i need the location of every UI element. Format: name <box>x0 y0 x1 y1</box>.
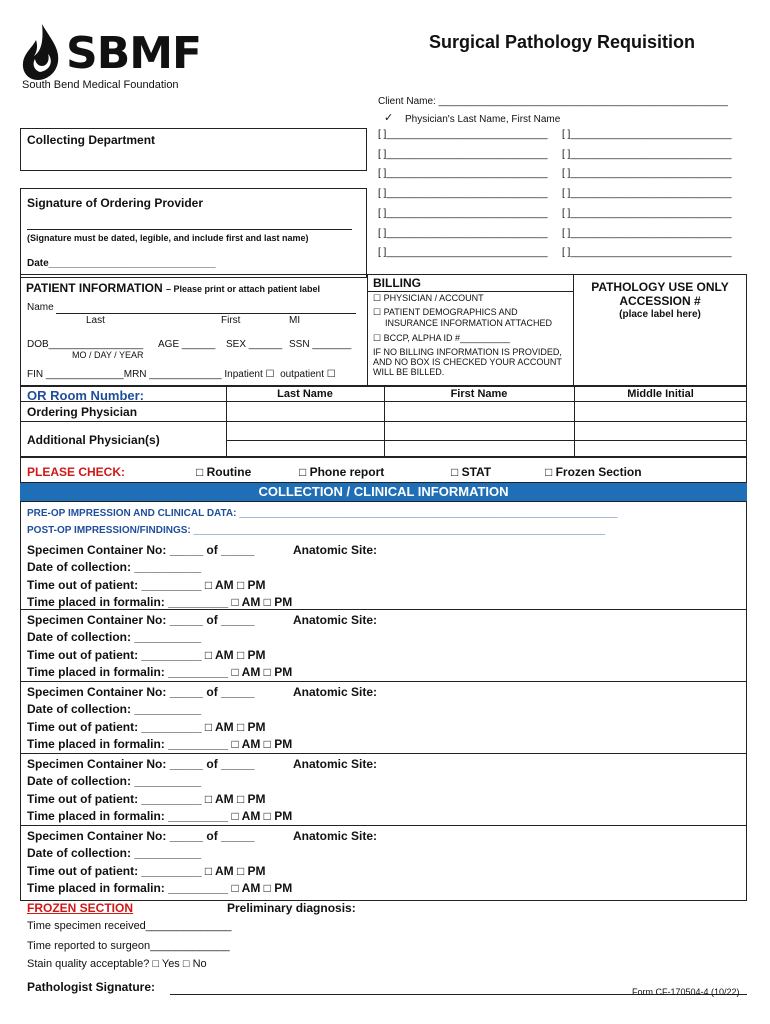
physician-entry-6-2[interactable]: [ ]_____________________________ <box>562 227 732 239</box>
or-room-field[interactable]: OR Room Number: <box>27 388 144 403</box>
page-title: Surgical Pathology Requisition <box>429 32 696 52</box>
name-first-label: First <box>221 315 241 326</box>
specimen-divider <box>20 753 747 754</box>
collection-banner: COLLECTION / CLINICAL INFORMATION <box>20 483 747 501</box>
physician-entry-7-2[interactable]: [ ]_____________________________ <box>562 247 732 259</box>
specimen-container-field-1[interactable]: Specimen Container No: _____ of _____ <box>27 543 255 557</box>
age-field[interactable]: AGE ______ <box>158 339 216 350</box>
signature-note: (Signature must be dated, legible, and include first and last name) <box>27 233 309 243</box>
signature-label: Signature of Ordering Provider <box>27 196 204 210</box>
anatomic-site-field-1[interactable]: Anatomic Site: <box>293 543 378 557</box>
formalin-time-field-4[interactable]: Time placed in formalin: _________ □ AM □ PM <box>27 809 293 823</box>
physician-entry-5-1[interactable]: [ ]_____________________________ <box>378 207 548 219</box>
frozen-section-heading: FROZEN SECTION <box>27 901 134 915</box>
collection-date-field-5[interactable]: Date of collection: __________ <box>27 846 202 860</box>
billing-heading: BILLING <box>373 276 421 290</box>
collecting-department-label: Collecting Department <box>27 133 156 147</box>
additional-physicians-label: Additional Physician(s) <box>27 433 160 447</box>
col-middle-initial: Middle Initial <box>627 388 694 400</box>
specimen-divider <box>20 609 747 610</box>
collection-date-field-4[interactable]: Date of collection: __________ <box>27 774 202 788</box>
specimen-container-field-4[interactable]: Specimen Container No: _____ of _____ <box>27 757 255 771</box>
fin-mrn-field[interactable]: FIN ______________MRN _____________ Inpatient ☐ outpatient ☐ <box>27 369 336 380</box>
form-id: Form CF-170504-4 (10/22) <box>632 987 740 997</box>
dob-format: MO / DAY / YEAR <box>72 350 144 360</box>
formalin-time-field-2[interactable]: Time placed in formalin: _________ □ AM □ PM <box>27 665 293 679</box>
time-received-field[interactable]: Time specimen received______________ <box>27 920 232 932</box>
collecting-department-box[interactable] <box>20 128 367 171</box>
time-reported-field[interactable]: Time reported to surgeon_____________ <box>27 940 230 952</box>
physician-entry-1-2[interactable]: [ ]_____________________________ <box>562 129 732 140</box>
anatomic-site-field-3[interactable]: Anatomic Site: <box>293 685 378 699</box>
phone-report-checkbox[interactable]: □ Phone report <box>299 465 385 479</box>
time-out-field-3[interactable]: Time out of patient: _________ □ AM □ PM <box>27 720 266 734</box>
physician-entry-6-1[interactable]: [ ]_____________________________ <box>378 227 548 239</box>
name-last-label: Last <box>86 315 105 326</box>
time-out-field-4[interactable]: Time out of patient: _________ □ AM □ PM <box>27 792 266 806</box>
ordering-physician-label: Ordering Physician <box>27 405 138 419</box>
col-first-name: First Name <box>450 388 508 400</box>
accession-heading: ACCESSION # <box>619 294 701 308</box>
physician-entry-1-1[interactable]: [ ]_____________________________ <box>378 129 548 140</box>
specimen-container-field-3[interactable]: Specimen Container No: _____ of _____ <box>27 685 255 699</box>
routine-checkbox[interactable]: □ Routine <box>196 465 252 479</box>
signature-date-field[interactable]: Date______________________________ <box>27 258 216 269</box>
anatomic-site-field-5[interactable]: Anatomic Site: <box>293 829 378 843</box>
time-out-field-2[interactable]: Time out of patient: _________ □ AM □ PM <box>27 648 266 662</box>
logo-wordmark: SBMF <box>66 28 202 79</box>
anatomic-site-field-2[interactable]: Anatomic Site: <box>293 613 378 627</box>
billing-patient-option[interactable]: ☐ PATIENT DEMOGRAPHICS AND <box>373 307 518 317</box>
preliminary-diagnosis-field[interactable]: Preliminary diagnosis: <box>227 901 356 915</box>
billing-physician-option[interactable]: ☐ PHYSICIAN / ACCOUNT <box>373 293 484 303</box>
physician-hint: Physician's Last Name, First Name <box>405 114 561 125</box>
specimen-container-field-5[interactable]: Specimen Container No: _____ of _____ <box>27 829 255 843</box>
frozen-section-checkbox[interactable]: □ Frozen Section <box>545 465 642 479</box>
sex-field[interactable]: SEX ______ <box>226 339 283 350</box>
checkmark-icon: ✓ <box>384 112 394 124</box>
name-mi-label: MI <box>289 315 301 326</box>
specimen-divider <box>20 825 747 826</box>
signature-box <box>20 188 367 278</box>
time-out-field-5[interactable]: Time out of patient: _________ □ AM □ PM <box>27 864 266 878</box>
outpatient-checkbox[interactable]: ☐ <box>326 369 336 380</box>
formalin-time-field-3[interactable]: Time placed in formalin: _________ □ AM □ PM <box>27 737 293 751</box>
collection-date-field-1[interactable]: Date of collection: __________ <box>27 560 202 574</box>
anatomic-site-field-4[interactable]: Anatomic Site: <box>293 757 378 771</box>
billing-patient-option-cont: INSURANCE INFORMATION ATTACHED <box>385 318 553 328</box>
physician-entry-5-2[interactable]: [ ]_____________________________ <box>562 207 732 219</box>
physician-entry-7-1[interactable]: [ ]_____________________________ <box>378 247 548 259</box>
pathologist-signature-field[interactable]: Pathologist Signature: <box>27 980 156 994</box>
stat-checkbox[interactable]: □ STAT <box>451 465 492 479</box>
patient-name-field[interactable] <box>56 313 356 314</box>
billing-note-2: AND NO BOX IS CHECKED YOUR ACCOUNT <box>373 357 562 367</box>
preop-field[interactable]: PRE-OP IMPRESSION AND CLINICAL DATA: ____________________________________________________________________ <box>27 508 618 519</box>
billing-note-3: WILL BE BILLED. <box>373 367 445 377</box>
stain-quality-field[interactable]: Stain quality acceptable? □ Yes □ No <box>27 958 207 970</box>
patient-info-heading: PATIENT INFORMATION – Please print or attach patient label <box>26 281 321 295</box>
billing-bccp-option[interactable]: ☐ BCCP, ALPHA ID #__________ <box>373 333 511 343</box>
time-out-field-1[interactable]: Time out of patient: _________ □ AM □ PM <box>27 578 266 592</box>
signature-line[interactable] <box>27 229 352 230</box>
physician-entry-4-1[interactable]: [ ]_____________________________ <box>378 188 548 200</box>
formalin-time-field-5[interactable]: Time placed in formalin: _________ □ AM □ PM <box>27 881 293 895</box>
dob-field[interactable]: DOB_________________ <box>27 339 144 350</box>
billing-note-1: IF NO BILLING INFORMATION IS PROVIDED, <box>373 347 562 357</box>
physician-entry-4-2[interactable]: [ ]_____________________________ <box>562 188 732 200</box>
collection-date-field-2[interactable]: Date of collection: __________ <box>27 630 202 644</box>
postop-field[interactable]: POST-OP IMPRESSION/FINDINGS: __________________________________________________________________________ <box>27 525 606 536</box>
client-name-field[interactable]: Client Name: ____________________________________________________ <box>378 96 728 107</box>
place-label-note: (place label here) <box>619 309 701 320</box>
patient-name-label: Name <box>27 302 54 313</box>
flame-logo-icon <box>20 22 62 82</box>
logo-subtitle: South Bend Medical Foundation <box>22 79 179 91</box>
specimen-container-field-2[interactable]: Specimen Container No: _____ of _____ <box>27 613 255 627</box>
formalin-time-field-1[interactable]: Time placed in formalin: _________ □ AM □ PM <box>27 595 293 609</box>
pathology-heading: PATHOLOGY USE ONLY <box>591 280 729 294</box>
ssn-field[interactable]: SSN _______ <box>289 339 352 350</box>
physician-entry-3-2[interactable]: [ ]_____________________________ <box>562 168 732 180</box>
physician-entry-3-1[interactable]: [ ]_____________________________ <box>378 168 548 180</box>
physician-entry-2-2[interactable]: [ ]_____________________________ <box>562 148 732 160</box>
please-check-label: PLEASE CHECK: <box>27 465 126 479</box>
specimen-divider <box>20 681 747 682</box>
col-last-name: Last Name <box>277 388 333 400</box>
physician-entry-2-1[interactable]: [ ]_____________________________ <box>378 148 548 160</box>
collection-date-field-3[interactable]: Date of collection: __________ <box>27 702 202 716</box>
inpatient-checkbox[interactable]: ☐ <box>265 369 275 380</box>
